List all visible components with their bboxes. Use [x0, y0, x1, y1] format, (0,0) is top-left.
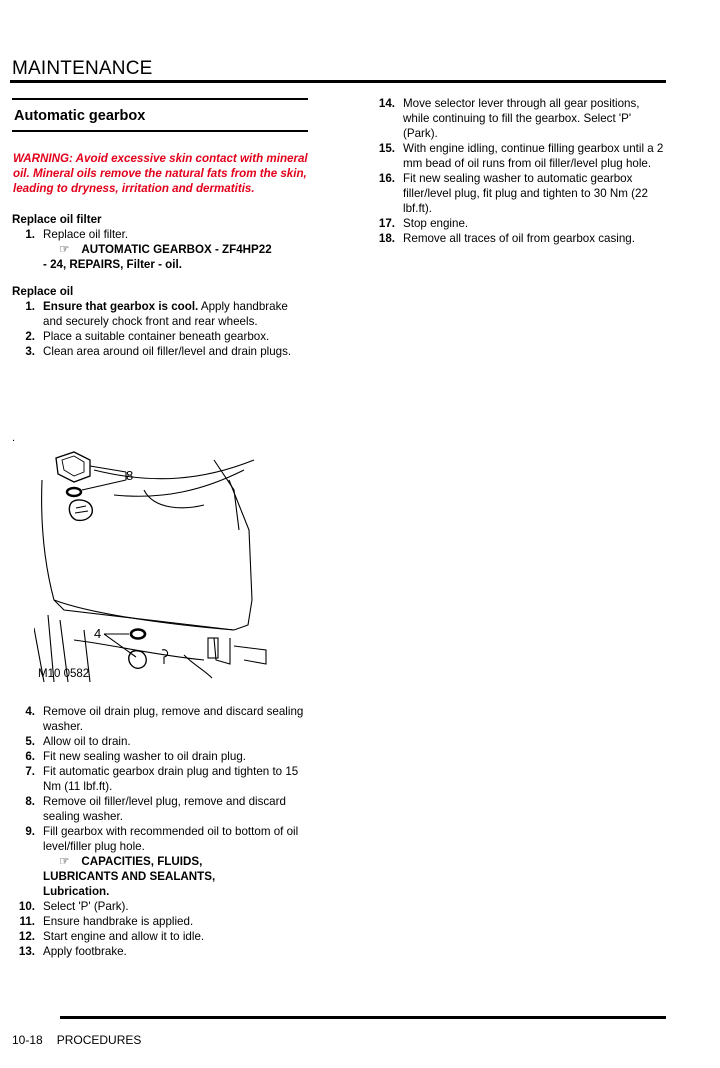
list-item — [12, 899, 308, 914]
step-text: Remove oil filler/level plug, remove and discard sealing washer. — [43, 795, 286, 823]
step-number: 15. — [378, 142, 395, 155]
list-item — [12, 344, 308, 359]
step-number: 10. — [18, 900, 35, 913]
list-item — [12, 329, 308, 344]
list-item — [12, 704, 308, 734]
warning-text: WARNING: Avoid excessive skin contact with mineral oil. Mineral oils remove the natural fats from the skin, leading to dryness, irritation and dermatitis. — [13, 152, 308, 195]
step-number: 3. — [25, 345, 35, 358]
list-item — [372, 231, 668, 246]
page-title: MAINTENANCE — [12, 58, 153, 79]
list-item — [12, 944, 308, 959]
callout-4: 4 — [94, 626, 102, 641]
step-text: Remove oil drain plug, remove and discard sealing washer. — [43, 705, 304, 733]
section-title: Automatic gearbox — [14, 108, 146, 124]
step-text-bold: Ensure that gearbox is cool. — [43, 300, 199, 313]
gearbox-illustration — [34, 450, 270, 682]
step-number: 1. — [25, 228, 35, 241]
footer-divider — [60, 1016, 666, 1019]
step-number: 13. — [18, 945, 35, 958]
figure-caption: M10 0582 — [38, 668, 90, 680]
section-top-rule — [12, 98, 308, 100]
list-item — [12, 227, 308, 272]
list-item — [12, 929, 308, 944]
step-number: 11. — [19, 915, 35, 928]
list-item — [372, 216, 668, 231]
step-text: Select 'P' (Park). — [43, 900, 129, 913]
list-item — [12, 794, 308, 824]
step-number: 8. — [25, 795, 35, 808]
xref-line-3[interactable]: Lubrication. — [43, 885, 110, 898]
page-number: 10-18 — [12, 1033, 43, 1047]
cross-reference-link[interactable] — [43, 242, 308, 257]
section-bottom-rule — [12, 130, 308, 132]
step-text: Fill gearbox with recommended oil to bottom of oil level/filler plug hole. — [43, 825, 299, 853]
steps-14-18 — [372, 96, 668, 246]
list-item — [372, 141, 668, 171]
stray-dot: . — [12, 432, 16, 444]
callout-8: 8 — [126, 468, 134, 483]
step-text: Move selector lever through all gear positions, while continuing to fill the gearbox. Select 'P' (Park). — [403, 97, 640, 140]
list-item — [12, 914, 308, 929]
step-text: Fit new sealing washer to automatic gearbox filler/level plug, fit plug and tighten to 30 Nm (22 lbf.ft). — [403, 172, 648, 215]
xref-line-1: CAPACITIES, FLUIDS, — [81, 855, 203, 868]
left-column-lower — [12, 704, 308, 959]
list-item — [12, 299, 308, 329]
filter-steps — [12, 227, 308, 272]
filter-heading: Replace oil filter — [12, 213, 102, 226]
step-number: 12. — [18, 930, 35, 943]
right-column — [372, 96, 668, 246]
step-text: Allow oil to drain. — [43, 735, 131, 748]
list-item — [12, 749, 308, 764]
step-text: Remove all traces of oil from gearbox casing. — [403, 232, 635, 245]
step-number: 16. — [378, 172, 395, 185]
step-number: 1. — [25, 300, 35, 313]
gearbox-drawing — [34, 450, 270, 682]
list-item — [12, 764, 308, 794]
header-divider — [10, 80, 666, 83]
step-number: 9. — [25, 825, 35, 838]
cross-reference-link[interactable] — [43, 854, 308, 869]
xref-line-1: AUTOMATIC GEARBOX - ZF4HP22 — [81, 243, 272, 256]
list-item — [12, 824, 308, 899]
step-text: Replace oil filter. — [43, 228, 129, 241]
list-item — [372, 96, 668, 141]
left-column — [12, 98, 308, 359]
step-number: 17. — [378, 217, 395, 230]
oil-steps — [12, 299, 308, 359]
step-number: 5. — [25, 735, 35, 748]
pointing-hand-icon: ☞ — [59, 855, 70, 868]
step-text: Ensure handbrake is applied. — [43, 915, 194, 928]
step-text: Place a suitable container beneath gearbox. — [43, 330, 270, 343]
pointing-hand-icon: ☞ — [59, 243, 70, 256]
list-item — [372, 171, 668, 216]
xref-line-2[interactable]: LUBRICANTS AND SEALANTS, — [43, 870, 216, 883]
step-text: Stop engine. — [403, 217, 469, 230]
step-number: 14. — [378, 97, 395, 110]
step-text: With engine idling, continue filling gearbox until a 2 mm bead of oil runs from oil filler/level plug hole. — [403, 142, 664, 170]
step-number: 2. — [25, 330, 35, 343]
oil-heading: Replace oil — [12, 285, 74, 298]
footer-label: PROCEDURES — [56, 1033, 142, 1047]
step-text: Fit new sealing washer to oil drain plug. — [43, 750, 246, 763]
step-text: Apply handbrake and securely chock front and rear wheels. — [43, 300, 288, 328]
step-number: 6. — [25, 750, 35, 763]
footer — [12, 1033, 155, 1047]
step-number: 7. — [25, 765, 35, 778]
cross-reference-line-2[interactable]: - 24, REPAIRS, Filter - oil. — [43, 258, 182, 271]
step-text: Start engine and allow it to idle. — [43, 930, 205, 943]
step-text: Apply footbrake. — [43, 945, 127, 958]
list-item — [12, 734, 308, 749]
steps-4-9 — [12, 704, 308, 959]
step-number: 4. — [25, 705, 35, 718]
step-number: 18. — [378, 232, 395, 245]
step-text: Clean area around oil filler/level and drain plugs. — [43, 345, 292, 358]
step-text: Fit automatic gearbox drain plug and tighten to 15 Nm (11 lbf.ft). — [43, 765, 299, 793]
